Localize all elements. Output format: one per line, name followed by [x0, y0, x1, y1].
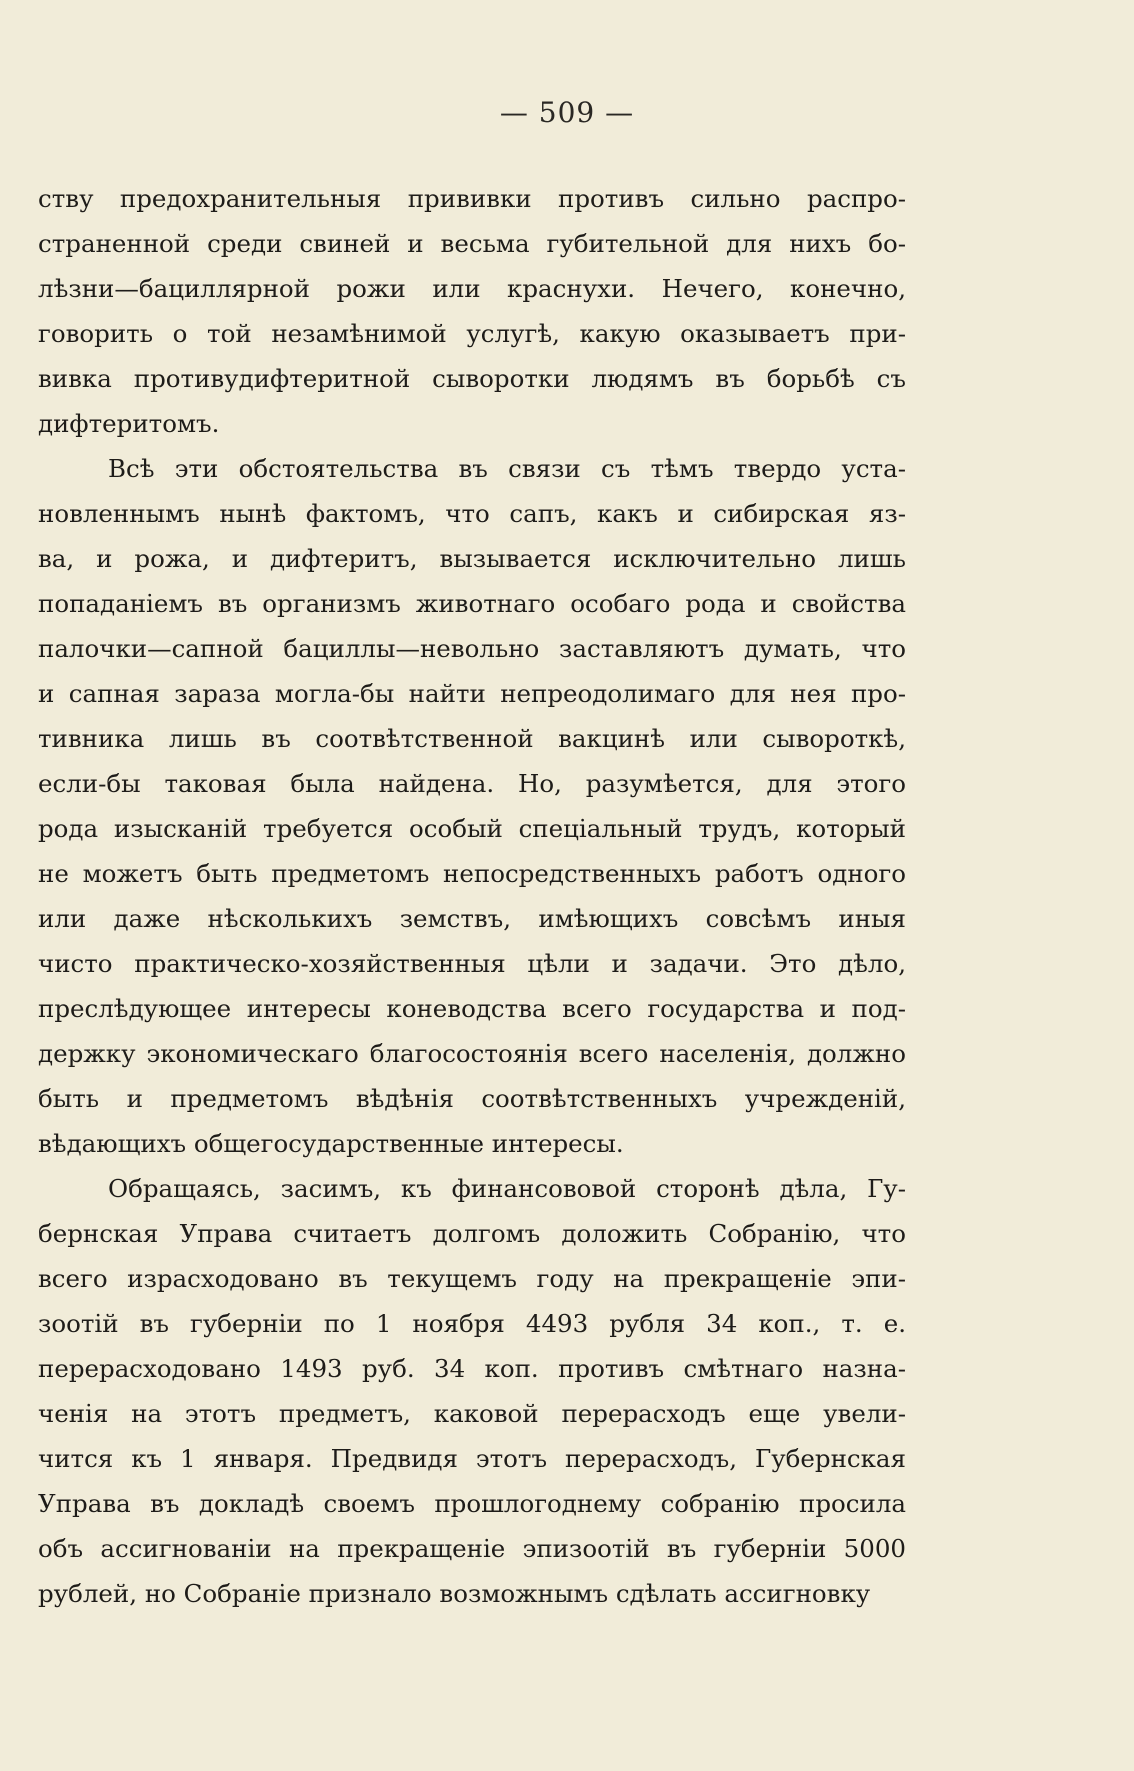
page-number: — 509 — — [499, 96, 635, 129]
text-line: и сапная зараза могла-бы найти непреодолимаго для нея про- — [38, 679, 906, 708]
text-line: ченія на этотъ предметъ, каковой перерасходъ еще увели- — [38, 1399, 906, 1428]
text-line: вивка противудифтеритной сыворотки людямъ въ борьбѣ съ — [38, 364, 906, 393]
body-text — [38, 176, 906, 1616]
text-line: не можетъ быть предметомъ непосредственныхъ работъ одного — [38, 859, 906, 888]
paragraph — [38, 446, 906, 1166]
text-line: палочки—сапной бациллы—невольно заставляютъ думать, что — [38, 634, 906, 663]
text-line: Обращаясь, засимъ, къ финансововой сторонѣ дѣла, Гу- — [108, 1174, 906, 1203]
text-line: вѣдающихъ общегосударственные интересы. — [38, 1129, 624, 1158]
text-line: рублей, но Собраніе признало возможнымъ сдѣлать ассигновку — [38, 1579, 871, 1608]
text-line: держку экономическаго благосостоянія всего населенія, должно — [38, 1039, 906, 1068]
text-line: всего израсходовано въ текущемъ году на прекращеніе эпи- — [38, 1264, 906, 1293]
text-line: чится къ 1 января. Предвидя этотъ перерасходъ, Губернская — [38, 1444, 906, 1473]
text-line: бернская Управа считаетъ долгомъ доложить Собранію, что — [38, 1219, 906, 1248]
text-line: говорить о той незамѣнимой услугѣ, какую оказываетъ при- — [38, 319, 906, 348]
text-line: Всѣ эти обстоятельства въ связи съ тѣмъ твердо уста- — [108, 454, 906, 483]
text-line: страненной среди свиней и весьма губительной для нихъ бо- — [38, 229, 906, 258]
text-line: Управа въ докладѣ своемъ прошлогоднему собранію просила — [38, 1489, 906, 1518]
text-line: ва, и рожа, и дифтеритъ, вызывается исключительно лишь — [38, 544, 906, 573]
text-line: объ ассигнованіи на прекращеніе эпизоотій въ губерніи 5000 — [38, 1534, 906, 1563]
text-line: ству предохранительныя прививки противъ сильно распро- — [38, 184, 906, 213]
text-line: дифтеритомъ. — [38, 409, 220, 438]
text-line: или даже нѣсколькихъ земствъ, имѣющихъ совсѣмъ иныя — [38, 904, 906, 933]
text-line: если-бы таковая была найдена. Но, разумѣется, для этого — [38, 769, 906, 798]
text-line: преслѣдующее интересы коневодства всего государства и под- — [38, 994, 906, 1023]
text-line: быть и предметомъ вѣдѣнія соотвѣтственныхъ учрежденій, — [38, 1084, 906, 1113]
paragraph — [38, 1166, 906, 1616]
text-line: новленнымъ нынѣ фактомъ, что сапъ, какъ и сибирская яз- — [38, 499, 906, 528]
text-line: лѣзни—бациллярной рожи или краснухи. Нечего, конечно, — [38, 274, 906, 303]
text-line: перерасходовано 1493 руб. 34 коп. противъ смѣтнаго назна- — [38, 1354, 906, 1383]
paragraph — [38, 176, 906, 446]
text-line: зоотій въ губерніи по 1 ноября 4493 рубля 34 коп., т. е. — [38, 1309, 906, 1338]
text-line: чисто практическо-хозяйственныя цѣли и задачи. Это дѣло, — [38, 949, 906, 978]
text-line: тивника лишь въ соотвѣтственной вакцинѣ или сывороткѣ, — [38, 724, 906, 753]
text-line: попаданіемъ въ организмъ животнаго особаго рода и свойства — [38, 589, 906, 618]
text-line: рода изысканій требуется особый спеціальный трудъ, который — [38, 814, 906, 843]
